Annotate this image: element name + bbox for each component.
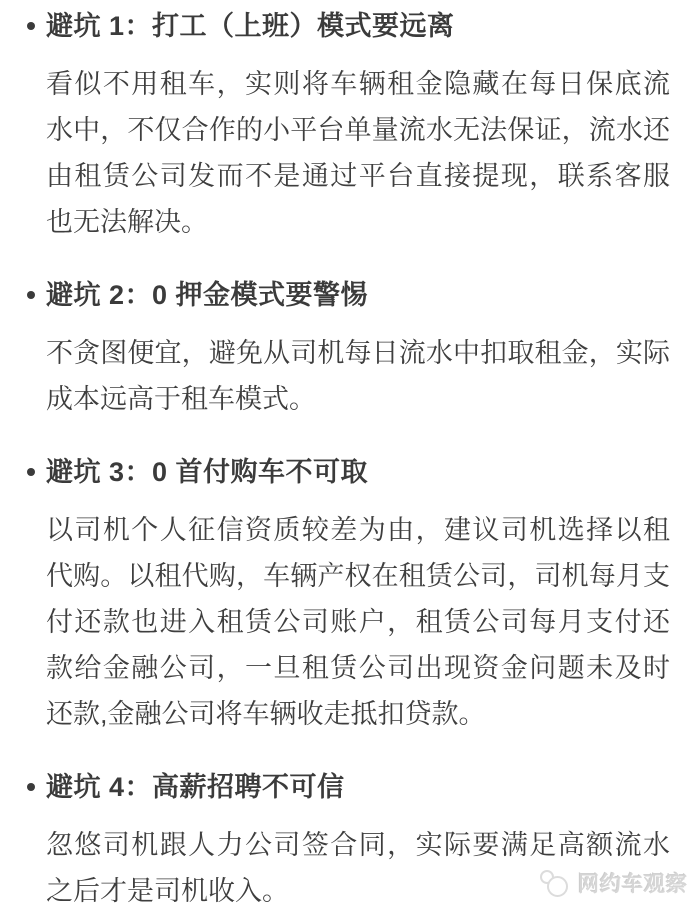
- paragraph-line: 之后才是司机收入。: [46, 876, 289, 906]
- paragraph-line: 付还款也进入租赁公司账户，租赁公司每月支付还: [46, 607, 670, 637]
- bullet-icon: [27, 468, 35, 476]
- pitfall-paragraph: [46, 61, 670, 245]
- pitfall-paragraph: [46, 507, 670, 737]
- paragraph-line: 成本远高于租车模式。: [46, 384, 316, 414]
- pitfall-heading-text: 避坑 1：打工（上班）模式要远离: [46, 11, 455, 41]
- bullet-icon: [27, 291, 35, 299]
- paragraph-line: 代购。以租代购，车辆产权在租赁公司，司机每月支: [46, 561, 670, 591]
- pitfall-heading-text: 避坑 2：0 押金模式要警惕: [46, 280, 369, 310]
- watermark: [539, 868, 688, 898]
- paragraph-line: 忽悠司机跟人力公司签合同，实际要满足高额流水: [46, 830, 670, 860]
- pitfall-heading-text: 避坑 3：0 首付购车不可取: [46, 457, 369, 487]
- paragraph-line: 不贪图便宜，避免从司机每日流水中扣取租金，实际: [46, 338, 670, 368]
- paragraph-line: 也无法解决。: [46, 207, 208, 237]
- watermark-logo-icon: [539, 869, 571, 897]
- paragraph-line: 以司机个人征信资质较差为由，建议司机选择以租: [46, 515, 670, 545]
- pitfall-section-3: [0, 452, 696, 737]
- bullet-icon: [27, 22, 35, 30]
- watermark-label: 网约车观察: [578, 873, 688, 896]
- pitfall-section-1: [0, 6, 696, 245]
- bullet-icon: [27, 783, 35, 791]
- paragraph-line: 看似不用租车，实则将车辆租金隐藏在每日保底流: [46, 69, 670, 99]
- pitfall-section-2: [0, 275, 696, 422]
- paragraph-line: 水中，不仅合作的小平台单量流水无法保证，流水还: [46, 115, 670, 145]
- paragraph-line: 由租赁公司发而不是通过平台直接提现，联系客服: [46, 161, 670, 191]
- paragraph-line: 款给金融公司，一旦租赁公司出现资金问题未及时: [46, 653, 670, 683]
- pitfall-heading: [46, 275, 670, 315]
- paragraph-line: 还款,金融公司将车辆收走抵扣贷款。: [46, 699, 486, 729]
- pitfall-heading: [46, 6, 670, 46]
- pitfall-paragraph: [46, 330, 670, 422]
- pitfall-heading: [46, 767, 670, 807]
- pitfall-heading: [46, 452, 670, 492]
- pitfall-heading-text: 避坑 4：高薪招聘不可信: [46, 772, 345, 802]
